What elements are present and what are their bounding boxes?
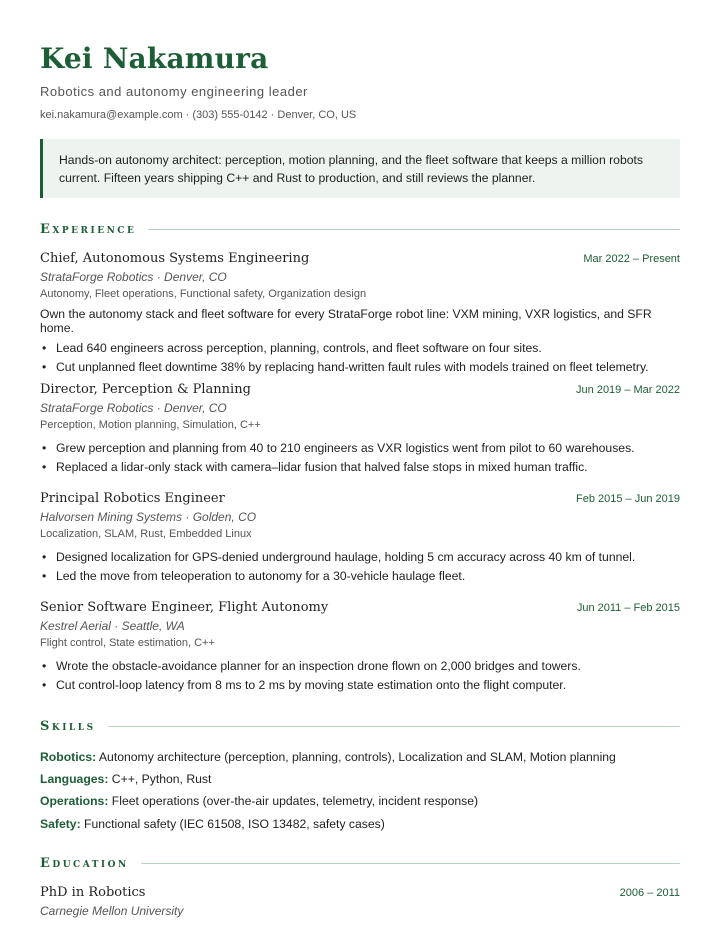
skills-heading: Skills [40,719,96,734]
job-bullets [40,657,680,695]
skill-items: Autonomy architecture (perception, planning, controls), Localization and SLAM, Motion planning [98,750,616,764]
job-bullets [40,548,680,586]
skill-row [40,750,616,764]
skill-items: Functional safety (IEC 61508, ISO 13482, safety cases) [84,817,385,831]
school-name: Carnegie Mellon University [40,904,184,918]
job-organization: Halvorsen Mining Systems · Golden, CO [40,510,257,524]
education-entry [40,885,680,918]
experience-heading: Experience [40,222,137,237]
section-divider [148,229,680,230]
job-bullets [40,439,680,477]
education-dates: 2006 – 2011 [619,887,680,899]
job-title: Chief, Autonomous Systems Engineering [40,251,310,266]
candidate-name: Kei Nakamura [40,42,269,75]
job-tags: Localization, SLAM, Rust, Embedded Linux [40,528,252,540]
job-bullet: • Cut control-loop latency from 8 ms to 2 ms by moving state estimation onto the flight computer. [40,676,680,695]
skill-category: Safety: [40,817,81,831]
job-tags: Flight control, State estimation, C++ [40,637,215,649]
job-bullet: • Cut unplanned fleet downtime 38% by replacing hand-written fault rules with models trained on fleet telemetry. [40,358,680,377]
degree-title: PhD in Robotics [40,885,146,900]
job-dates: Mar 2022 – Present [583,253,680,265]
job-dates: Jun 2011 – Feb 2015 [576,602,680,614]
candidate-tagline: Robotics and autonomy engineering leader [40,84,308,99]
skill-items: Fleet operations (over-the-air updates, telemetry, incident response) [111,794,479,808]
job-entry [40,491,680,586]
summary-box: Hands-on autonomy architect: perception, motion planning, and the fleet software that keeps a million robots current. Fifteen years shipping C++ and Rust to production, and still reviews the planner. [40,139,680,198]
job-bullet: • Grew perception and planning from 40 to 210 engineers as VXR logistics went from pilot to 60 warehouses. [40,439,680,458]
job-bullet: • Wrote the obstacle-avoidance planner for an inspection drone flown on 2,000 bridges and towers. [40,657,680,676]
skill-items: C++, Python, Rust [111,772,212,786]
job-bullet: • Designed localization for GPS-denied underground haulage, holding 5 cm accuracy across 40 km of tunnel. [40,548,680,567]
education-heading: Education [40,856,129,871]
job-organization: StrataForge Robotics · Denver, CO [40,270,227,284]
job-bullet: • Replaced a lidar-only stack with camera–lidar fusion that halved false stops in mixed human traffic. [40,458,680,477]
job-entry [40,600,680,695]
skill-row [40,817,385,831]
job-dates: Feb 2015 – Jun 2019 [576,493,680,505]
job-dates: Jun 2019 – Mar 2022 [576,384,680,396]
job-organization: Kestrel Aerial · Seattle, WA [40,619,185,633]
skill-category: Robotics: [40,750,97,764]
experience-section-header [40,222,680,237]
job-entry [40,251,680,377]
job-tags: Autonomy, Fleet operations, Functional safety, Organization design [40,288,367,300]
section-divider [108,726,680,727]
job-entry [40,382,680,477]
job-bullets [40,339,680,377]
skill-row [40,794,478,808]
job-organization: StrataForge Robotics · Denver, CO [40,401,227,415]
job-title: Senior Software Engineer, Flight Autonomy [40,600,329,615]
contact-line: kei.nakamura@example.com · (303) 555-0142 · Denver, CO, US [40,109,357,121]
job-title: Director, Perception & Planning [40,382,251,397]
skill-category: Languages: [40,772,109,786]
job-description: Own the autonomy stack and fleet software for every StrataForge robot line: VXM mining, VXR logistics, and SFR home. [40,307,652,335]
job-title: Principal Robotics Engineer [40,491,225,506]
skill-row [40,772,211,786]
skill-category: Operations: [40,794,109,808]
job-bullet: • Lead 640 engineers across perception, planning, controls, and fleet software on four sites. [40,339,680,358]
skills-section-header [40,719,680,734]
education-section-header [40,856,680,871]
job-bullet: • Led the move from teleoperation to autonomy for a 30-vehicle haulage fleet. [40,567,680,586]
job-tags: Perception, Motion planning, Simulation, C++ [40,419,261,431]
section-divider [141,863,680,864]
